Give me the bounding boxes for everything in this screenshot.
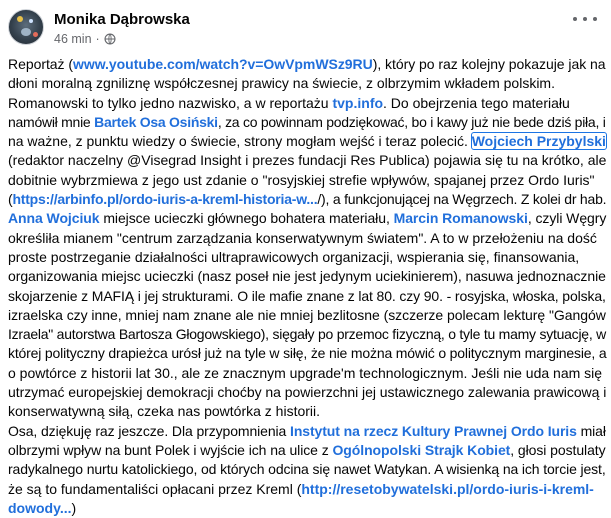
text-line: dłoni moralną zgniliznę współczesnej prawicy na świecie, z olbrzymim wkładem polskim. (8, 75, 555, 92)
text-line: na ważne, z punktu wiedzy o świecie, strony mogłam wejść i teraz polecić. Wojciech Przybylski (8, 133, 606, 150)
text-line: olbrzymi wpływ na bunt Polek i wyjście ich na ulice z Ogólnopolski Strajk Kobiet, głosi postulaty (8, 441, 606, 458)
text-line: dowody...) (8, 499, 77, 516)
mention-ordo-iuris[interactable]: Instytut na rzecz Kultury Prawnej Ordo Iuris (290, 422, 577, 439)
text-line: Osa, dziękuję raz jeszcze. Dla przypomnienia Instytut na rzecz Kultury Prawnej Ordo Iuris miał (8, 422, 606, 439)
resetobywatelski-link[interactable]: http://resetobywatelski.pl/ordo-iuris-i-kreml- (301, 480, 594, 497)
mention-strajk-kobiet[interactable]: Ogólnopolski Strajk Kobiet (332, 441, 511, 458)
text-line: dobitnie wybrzmiewa z jego ust zdanie o "rosyjskiej strefie wpływów, spajanej przez Ordo Iuris" (8, 171, 595, 188)
text-line: organizowania miejsc ucieczki (nasz poseł nie jest jedynym uciekinierem), nasuwa jednoznacznie (8, 268, 606, 285)
text-line: radykalnego nurtu katolickiego, od których odcina się nawet Watykan. A wisienką na ich torcie jest, (8, 461, 606, 478)
text-line: utrzymać europejskiej demokracji choćby na powierzchni jej ustawicznego zalewania prawicową i (8, 384, 607, 401)
text-line: Anna Wojciuk miejsce ucieczki głównego bohatera materiału, Marcin Romanowski, czyli Węgry (8, 210, 607, 227)
post-time[interactable]: 46 min (54, 32, 92, 46)
text-line: proste postrzeganie działalności ultraprawicowych organizacji, wspierania się, finansowania, (8, 248, 580, 265)
meta-separator: · (95, 32, 100, 46)
youtube-link[interactable]: www.youtube.com/watch?v=OwVpmWSz9RU (73, 56, 373, 72)
arbinfo-link[interactable]: https://arbinfo.pl/ordo-iuris-a-kreml-historia-w... (12, 191, 318, 208)
author-name[interactable]: Monika Dąbrowska (54, 11, 190, 28)
resetobywatelski-link-continued[interactable]: dowody... (8, 499, 72, 516)
mention-wojciech-przybylski[interactable]: Wojciech Przybylski (471, 133, 606, 150)
more-options-icon[interactable] (573, 14, 597, 24)
text-line: (redaktor naczelny @Visegrad Insight i prezes fundacji Res Publica) pojawia się tu na krótko, ale (8, 152, 607, 169)
text-line: określiła mianem "centrum zarządzania konserwatywnym światem". A to w przełożeniu na dość (8, 229, 597, 246)
text-line: namówił mnie Bartek Osa Osiński, za co powinnam podziękować, bo i kawy już nie bede dziś piła, i (8, 113, 606, 130)
text-line: konserwatywną siłą, czeka nas powtórka z historii. (8, 403, 321, 420)
mention-marcin-romanowski[interactable]: Marcin Romanowski (393, 210, 528, 227)
text-line: której polityczny drapieżca urósł już na tyle w siłę, że nie można mówić o politycznym marginesie, a (8, 345, 607, 362)
text-line: o powtórce z historii lat 30., ale ze znacznym upgrade'm technologicznym. Jeśli nie uda nam się (8, 364, 603, 381)
mention-anna-wojciuk[interactable]: Anna Wojciuk (8, 210, 100, 227)
avatar[interactable] (8, 9, 44, 45)
text-line: że są to fundamentaliści opłacani przez Kreml (http://resetobywatelski.pl/ordo-iuris-i-kreml- (8, 480, 594, 497)
post-meta (54, 32, 116, 46)
tvp-info-link[interactable]: tvp.info (332, 94, 384, 111)
text-line: Izraela" autorstwa Bartosza Głogowskiego), sięgały po przemoc fizyczną, o tyle tu mamy sytuację, w (8, 326, 607, 343)
text-line: Romanowski to tylko jedno nazwisko, a w reportażu tvp.info. Do obejrzenia tego materiału (8, 94, 570, 111)
post-body (8, 55, 606, 518)
mention-bartek-osa-osinski[interactable]: Bartek Osa Osiński (94, 113, 218, 130)
text-line: Reportaż (www.youtube.com/watch?v=OwVpmWSz9RU), który po raz kolejny pokazuje jak na (8, 56, 606, 72)
text-line: skojarzenie z MAFIĄ i jej strukturami. O ile mafie znane z lat 80. czy 90. - rosyjska, włoska, polska, (8, 287, 606, 304)
globe-icon[interactable] (104, 33, 116, 45)
text-line: (https://arbinfo.pl/ordo-iuris-a-kreml-historia-w.../), a funkcjonującej na Węgrzech. Z kolei dr hab. (8, 191, 607, 208)
text-line: izraelska czy inne, mniej nam znane ale nie mniej bezlitosne (szczerze polecam lekturę "Gangów (8, 306, 606, 323)
